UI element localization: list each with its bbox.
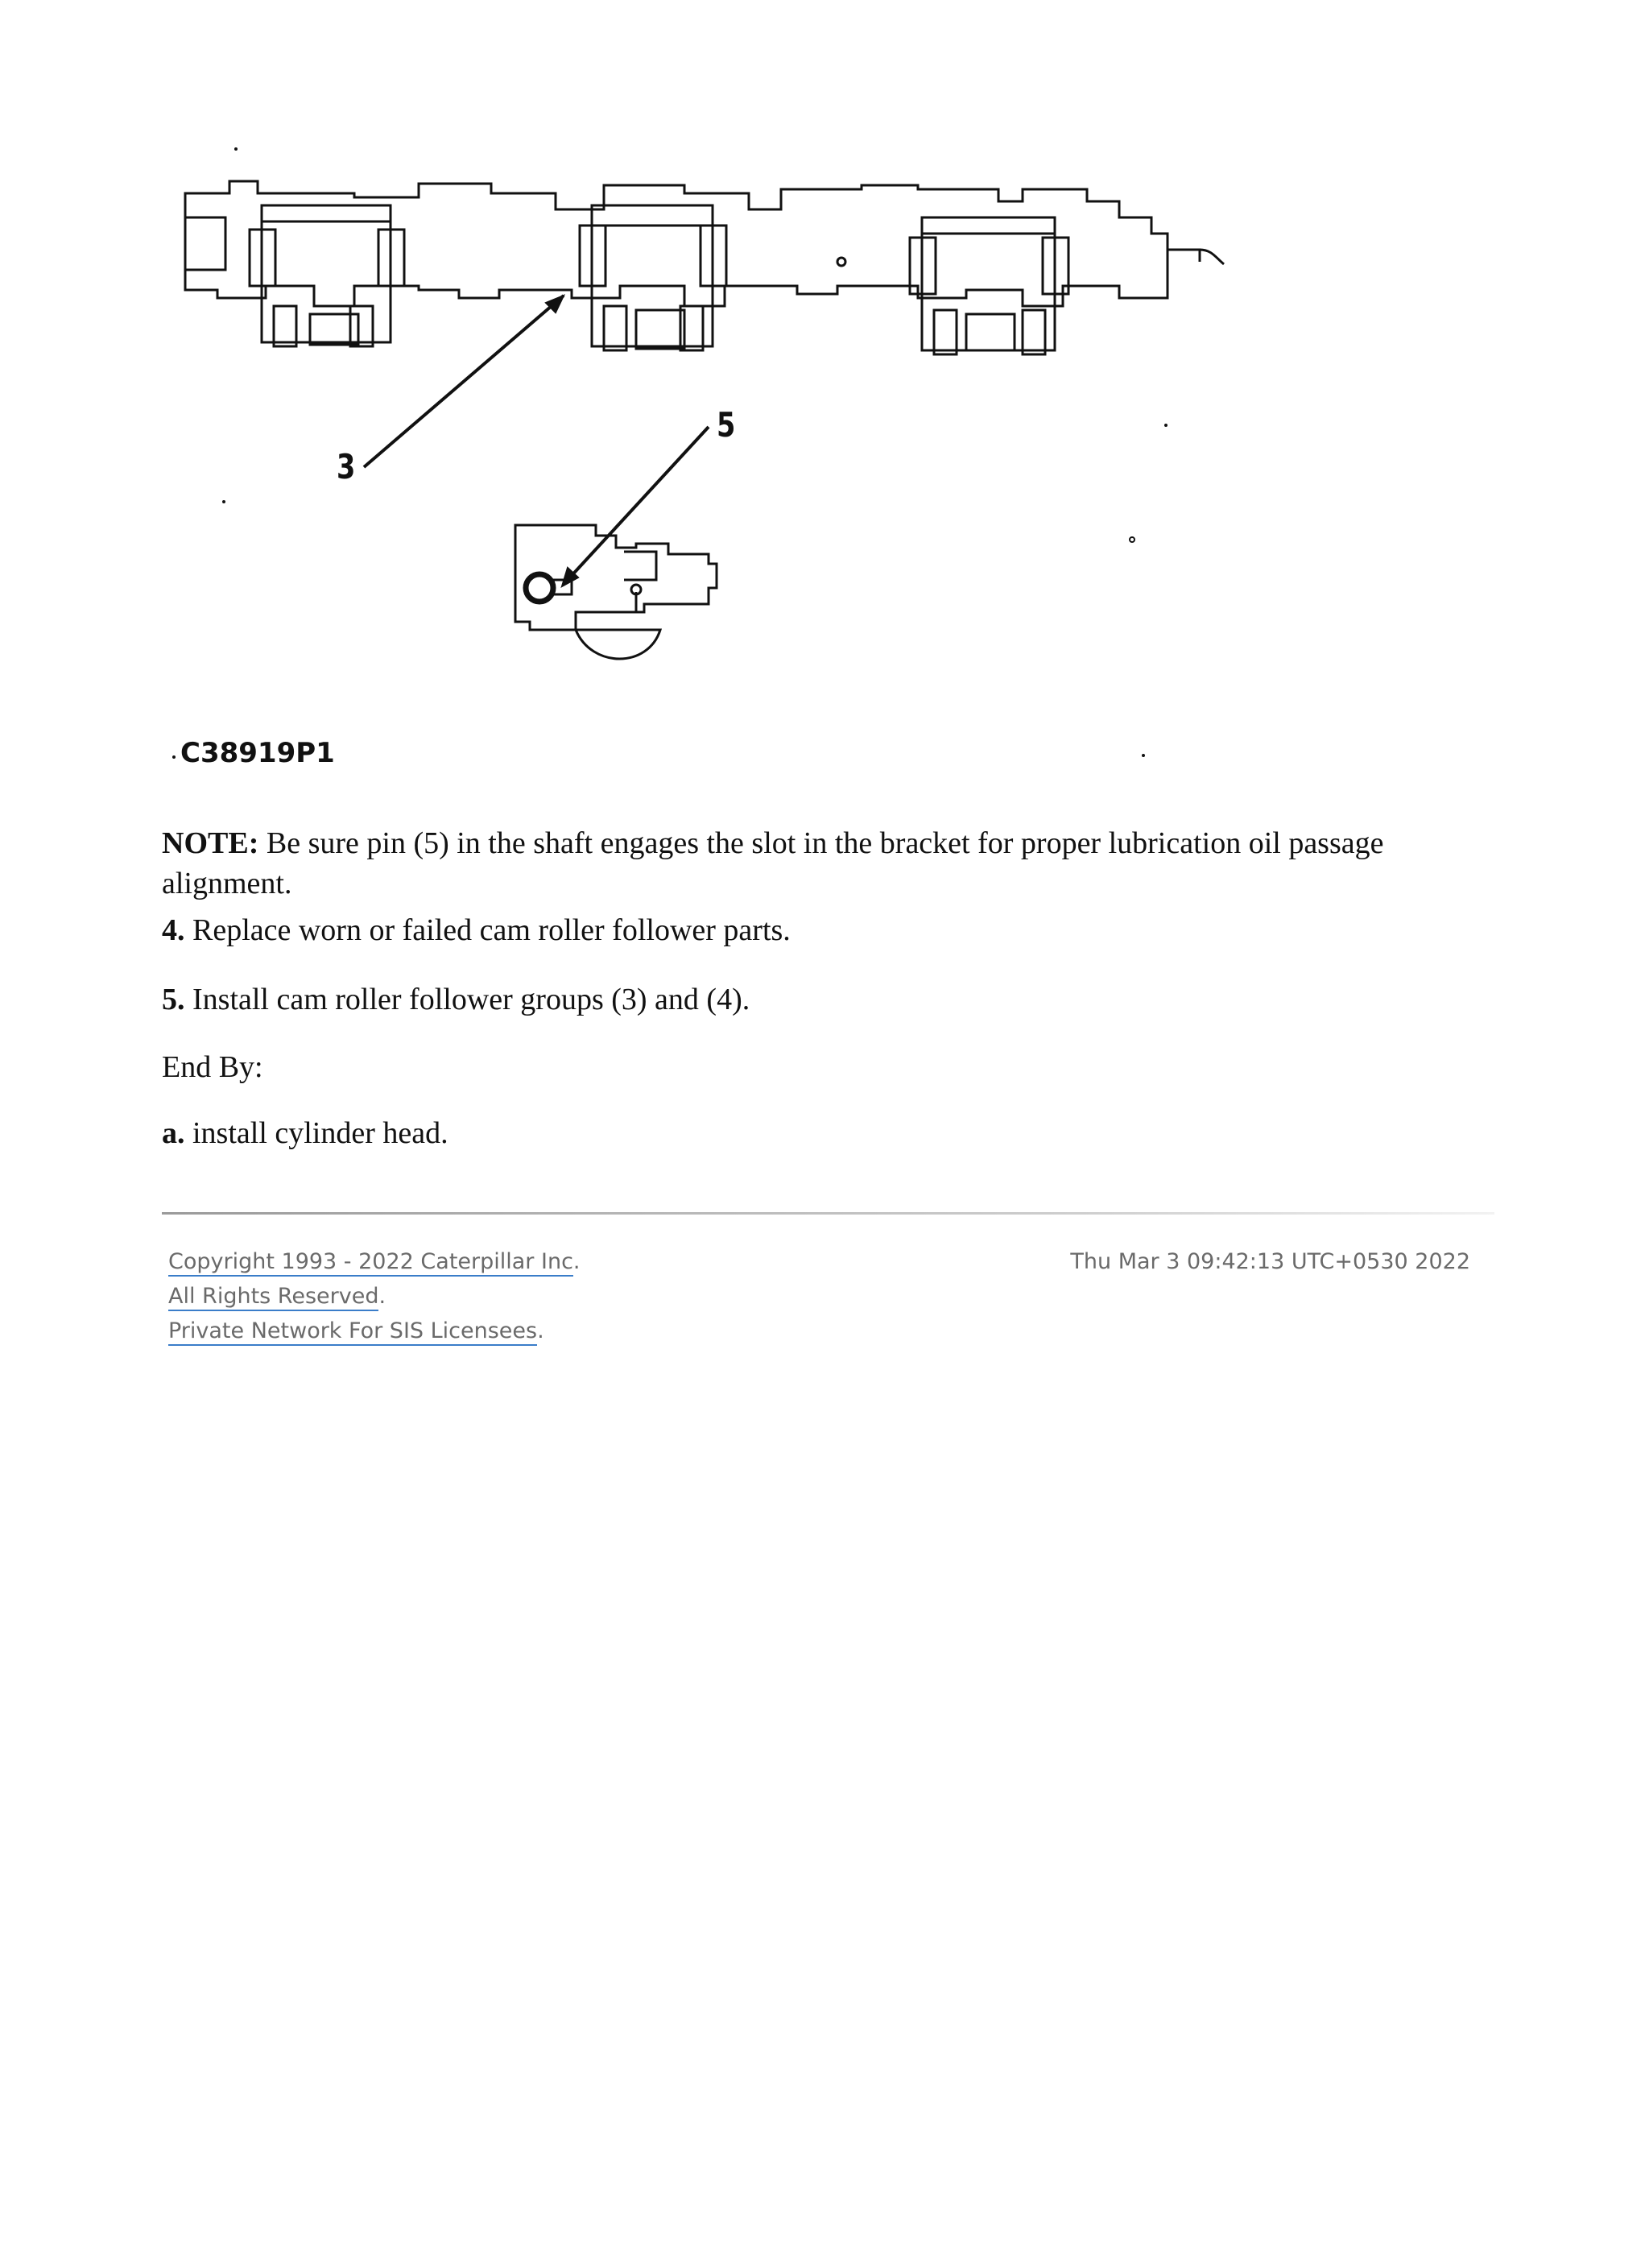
callout-5-leader bbox=[562, 427, 709, 586]
private-network-link[interactable]: Private Network For SIS Licensees bbox=[168, 1318, 537, 1346]
note-text: Be sure pin (5) in the shaft engages the slot in the bracket for proper lubrication oil passage alignment. bbox=[162, 826, 1384, 900]
cam-follower-illustration bbox=[153, 129, 1232, 773]
note-label: NOTE: bbox=[162, 826, 259, 860]
figure-id-label: C38919P1 bbox=[180, 737, 335, 769]
note-paragraph bbox=[162, 823, 1498, 904]
step-number: 4. bbox=[162, 913, 185, 947]
end-by-heading: End By: bbox=[162, 1050, 263, 1084]
step-4 bbox=[162, 910, 1498, 950]
callout-3-label: 3 bbox=[337, 447, 356, 486]
procedure-body bbox=[162, 823, 1498, 1153]
step-text: Install cam roller follower groups (3) and (4). bbox=[184, 983, 750, 1016]
footer-legal: Copyright 1993 - 2022 Caterpillar Inc. All Rights Reserved. Private Network For SIS Licensees. bbox=[168, 1244, 581, 1348]
all-rights-reserved-link[interactable]: All Rights Reserved bbox=[168, 1284, 378, 1311]
step-number: 5. bbox=[162, 983, 185, 1016]
item-text: install cylinder head. bbox=[184, 1116, 448, 1150]
copyright-link[interactable]: Copyright 1993 - 2022 Caterpillar Inc bbox=[168, 1249, 573, 1277]
footer-divider bbox=[162, 1212, 1494, 1215]
step-text: Replace worn or failed cam roller follower parts. bbox=[184, 913, 791, 947]
shaft-detail-view bbox=[515, 525, 717, 659]
callout-3-leader bbox=[364, 296, 564, 467]
end-by-item-a bbox=[162, 1113, 1498, 1153]
item-letter: a. bbox=[162, 1116, 185, 1150]
step-5 bbox=[162, 979, 1498, 1020]
follower-shaft-assembly bbox=[185, 181, 1224, 354]
callout-5-label: 5 bbox=[717, 405, 736, 445]
footer-timestamp: Thu Mar 3 09:42:13 UTC+0530 2022 bbox=[1070, 1249, 1470, 1274]
